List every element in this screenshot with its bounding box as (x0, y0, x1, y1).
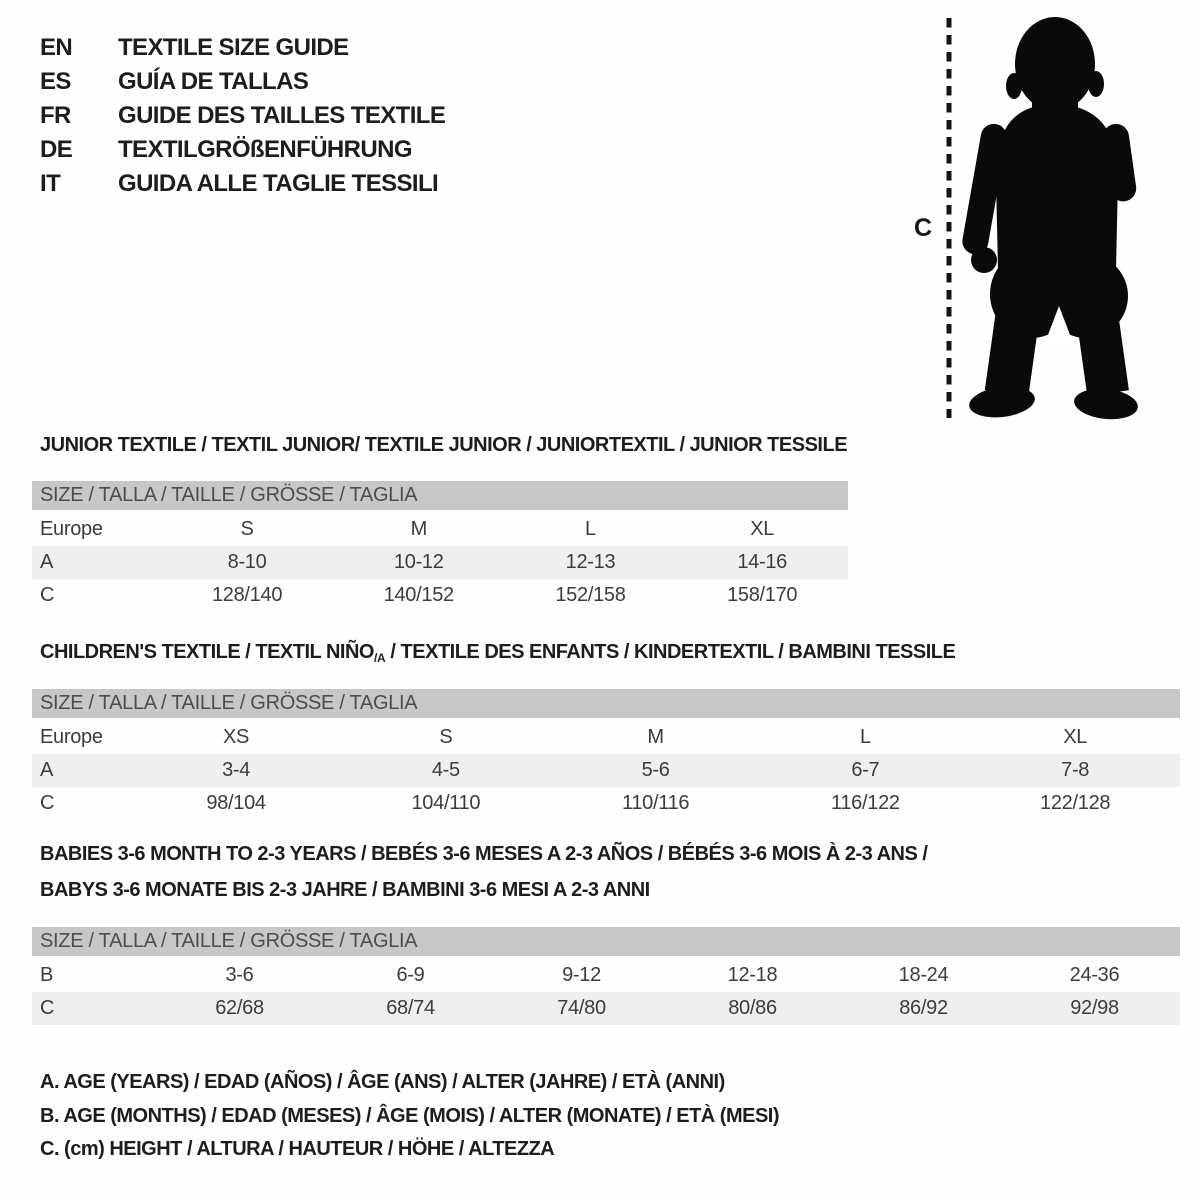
row-label: Europe (40, 518, 103, 540)
size-header-bar: SIZE / TALLA / TAILLE / GRÖSSE / TAGLIA (32, 689, 1180, 718)
age-cell: 7-8 (1061, 759, 1090, 781)
size-cell: M (647, 726, 664, 748)
table-row-height (32, 992, 1180, 1025)
language-row-de (40, 133, 445, 167)
size-cell: M (410, 518, 427, 540)
children-title-post: / TEXTILE DES ENFANTS / KINDERTEXTIL / BAMBINI TESSILE (385, 641, 956, 663)
months-cell: 24-36 (1069, 964, 1120, 986)
table-row-europe (32, 721, 1180, 754)
guide-title-fr: GUIDE DES TAILLES TEXTILE (118, 102, 446, 129)
height-cell: 158/170 (727, 584, 798, 606)
guide-title-de: TEXTILGRÖßENFÜHRUNG (118, 136, 412, 163)
guide-title-en: TEXTILE SIZE GUIDE (118, 34, 349, 61)
babies-title-line1: BABIES 3-6 MONTH TO 2-3 YEARS / BEBÉS 3-6 MESES A 2-3 AÑOS / BÉBÉS 3-6 MOIS À 2-3 ANS / (40, 843, 928, 865)
row-label: B (40, 964, 54, 986)
height-cell: 80/86 (728, 997, 777, 1019)
height-cell: 92/98 (1070, 997, 1119, 1019)
age-cell: 10-12 (393, 551, 444, 573)
legend-line-c: C. (cm) HEIGHT / ALTURA / HAUTEUR / HÖHE / ALTEZZA (40, 1138, 555, 1160)
table-row-age (32, 546, 848, 579)
legend-line-a: A. AGE (YEARS) / EDAD (AÑOS) / ÂGE (ANS) / ALTER (JAHRE) / ETÀ (ANNI) (40, 1071, 725, 1093)
size-cell: S (439, 726, 453, 748)
height-cell: 74/80 (557, 997, 606, 1019)
age-cell: 8-10 (227, 551, 267, 573)
language-code: ES (40, 68, 71, 95)
height-cell: 62/68 (215, 997, 264, 1019)
children-title-pre: CHILDREN'S TEXTILE / TEXTIL NIÑO (40, 641, 374, 663)
row-label: C (40, 997, 55, 1019)
size-cell: XL (1063, 726, 1088, 748)
language-code: FR (40, 102, 71, 129)
height-cell: 140/152 (383, 584, 454, 606)
row-label: Europe (40, 726, 103, 748)
table-row-height (32, 787, 1180, 820)
guide-title-it: GUIDA ALLE TAGLIE TESSILI (118, 170, 439, 197)
row-label: A (40, 551, 54, 573)
height-cell: 86/92 (899, 997, 948, 1019)
age-cell: 4-5 (431, 759, 460, 781)
height-cell: 128/140 (211, 584, 283, 606)
language-code: EN (40, 34, 73, 61)
language-title-list (40, 31, 445, 201)
size-cell: L (585, 518, 596, 540)
table-row-height (32, 579, 848, 612)
babies-title-line2: BABYS 3-6 MONATE BIS 2-3 JAHRE / BAMBINI 3-6 MESI A 2-3 ANNI (40, 879, 650, 901)
language-row-fr (40, 99, 445, 133)
age-cell: 12-13 (565, 551, 616, 573)
size-cell: XS (223, 726, 250, 748)
language-row-en (40, 31, 445, 65)
table-row-months (32, 959, 1180, 992)
table-row-age (32, 754, 1180, 787)
size-header-bar: SIZE / TALLA / TAILLE / GRÖSSE / TAGLIA (32, 927, 1180, 956)
height-cell: 110/116 (621, 792, 690, 814)
months-cell: 18-24 (898, 964, 949, 986)
table-row-europe (32, 513, 848, 546)
children-section-title (40, 640, 955, 670)
months-cell: 3-6 (225, 964, 254, 986)
months-cell: 9-12 (562, 964, 601, 986)
height-cell: 104/110 (411, 792, 481, 814)
children-size-table (32, 689, 1180, 820)
size-cell: S (240, 518, 254, 540)
row-label: A (40, 759, 54, 781)
row-label: C (40, 792, 55, 814)
babies-size-table (32, 927, 1180, 1025)
months-cell: 6-9 (396, 964, 425, 986)
height-measure-dashed-line-icon (946, 18, 952, 418)
guide-title-es: GUÍA DE TALLAS (118, 68, 309, 95)
age-cell: 6-7 (851, 759, 880, 781)
size-cell: XL (750, 518, 775, 540)
babies-section-title (40, 836, 927, 908)
junior-size-table (32, 481, 848, 612)
height-cell: 116/122 (831, 792, 900, 814)
height-measure-label: C (914, 214, 932, 242)
junior-section-title: JUNIOR TEXTILE / TEXTIL JUNIOR/ TEXTILE JUNIOR / JUNIORTEXTIL / JUNIOR TESSILE (40, 434, 848, 456)
size-header-bar: SIZE / TALLA / TAILLE / GRÖSSE / TAGLIA (32, 481, 848, 510)
language-code: DE (40, 136, 73, 163)
height-cell: 122/128 (1040, 792, 1111, 814)
height-cell: 98/104 (206, 792, 266, 814)
language-code: IT (40, 170, 61, 197)
legend-line-b: B. AGE (MONTHS) / EDAD (MESES) / ÂGE (MOIS) / ALTER (MONATE) / ETÀ (MESI) (40, 1104, 780, 1127)
baby-silhouette-icon (960, 12, 1138, 420)
height-cell: 152/158 (555, 584, 626, 606)
children-title-subscript: /A (373, 651, 386, 665)
row-label: C (40, 584, 55, 606)
age-cell: 3-4 (222, 759, 251, 781)
height-cell: 68/74 (386, 997, 435, 1019)
age-cell: 14-16 (737, 551, 787, 573)
language-row-es (40, 65, 445, 99)
measurement-legend (40, 1066, 779, 1167)
size-cell: L (859, 726, 871, 748)
months-cell: 12-18 (727, 964, 778, 986)
language-row-it (40, 167, 445, 201)
age-cell: 5-6 (641, 759, 670, 781)
